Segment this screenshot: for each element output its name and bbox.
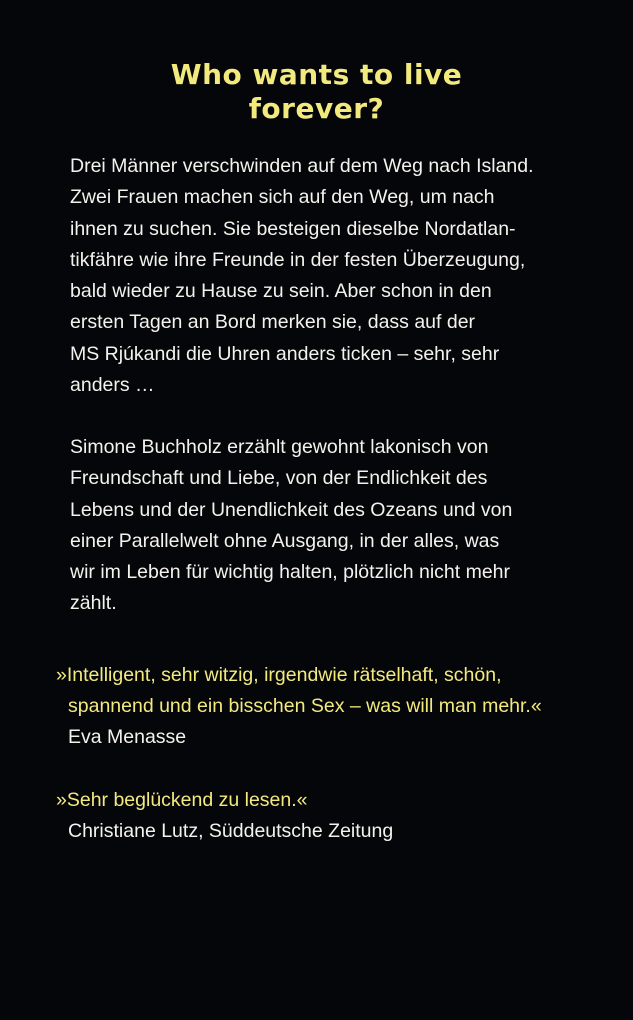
blurb-line: anders … [70,374,155,397]
blurb-line: ersten Tagen an Bord merken sie, dass auf der [70,311,476,334]
quote-text-line: »Sehr beglückend zu lesen.« [56,789,308,811]
blurb-line: bald wieder zu Hause zu sein. Aber schon in den [70,280,492,303]
blurb-line: zählt. [70,592,117,615]
blurb-line: Drei Männer verschwinden auf dem Weg nach Island. [70,155,534,177]
quote-attribution: Eva Menasse [68,726,187,748]
blurb-line: MS Rjúkandi die Uhren anders ticken – sehr, sehr [70,342,500,365]
headline [0,58,633,126]
blurb-line: Zwei Frauen machen sich auf den Weg, um nach [70,186,495,209]
blurb-paragraph-1 [70,151,570,401]
quote-text-line: »Intelligent, sehr witzig, irgendwie rätselhaft, schön, [56,664,502,686]
quote-attribution: Christiane Lutz, Süddeutsche Zeitung [68,820,394,842]
headline-line-1: Who wants to live [170,58,463,91]
blurb-line: wir im Leben für wichtig halten, plötzlich nicht mehr [70,561,511,584]
headline-line-2: forever? [248,92,385,125]
blurb-line: einer Parallelwelt ohne Ausgang, in der alles, was [70,529,500,552]
blurb-line: Lebens und der Unendlichkeit des Ozeans und von [70,498,513,521]
blurb-paragraph-2 [70,432,570,620]
blurb-line: Freundschaft und Liebe, von der Endlichkeit des [70,467,488,490]
blurb-line: tikfähre wie ihre Freunde in der festen Überzeugung, [70,248,526,271]
quote-text-line: spannend und ein bisschen Sex – was will man mehr.« [68,695,542,717]
press-quote-lutz [56,785,616,847]
blurb-line: ihnen zu suchen. Sie besteigen dieselbe Nordatlan- [70,217,516,240]
blurb-line: Simone Buchholz erzählt gewohnt lakonisch von [70,436,489,458]
press-quote-menasse [56,660,616,753]
